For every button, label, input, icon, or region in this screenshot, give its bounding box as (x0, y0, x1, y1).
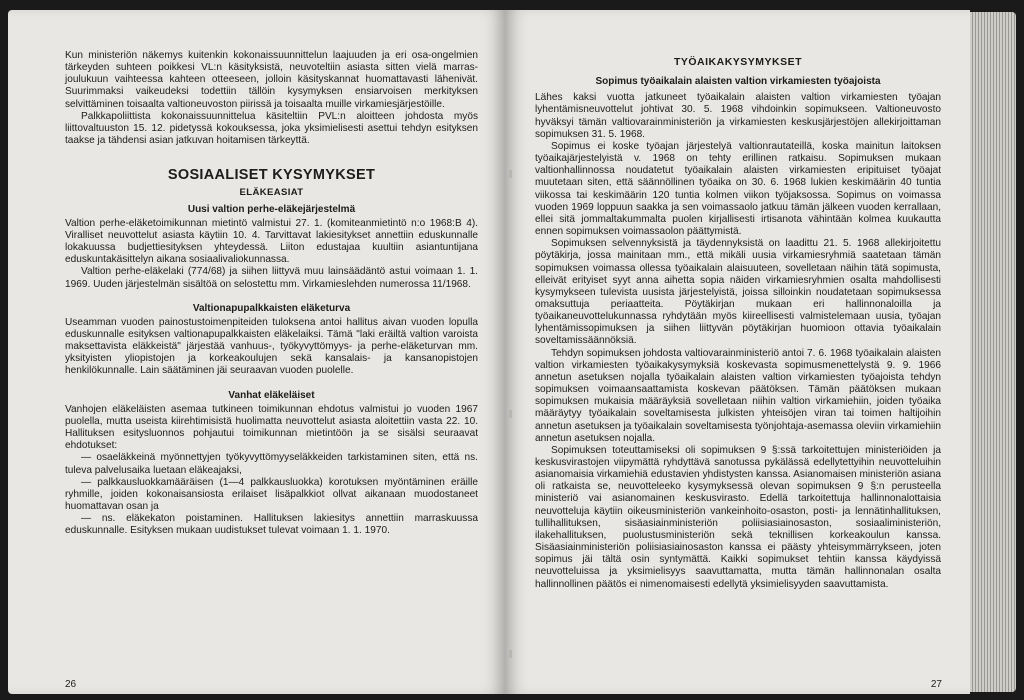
page-edges (970, 12, 1016, 692)
paragraph: Tehdyn sopimuksen johdosta valtiovarainministeriö antoi 7. 6. 1968 työaikalain alaisten valtion virkamiesten työaikakysymyksiä koskevasta sopimusmenettelystä 9. 9. 1966 annetun asetuksen nojalla työaikalain alaisten valtion virkamiesten työajoista tehdyn sopimuksen voimaansaattamista koskevan päätöksen. Tämän päätöksen mukaan sopimuksen mukaisia määräyksiä sovelletaan niihin valtion virkamiehiin, joiden työaika määräytyy työaikalain soveltamisesta julkisten yhteisöjen viran tai toimen haltijoihin annetun asetuksen ja työaikalain soveltamisesta työnjohtaja-asemassa oleviin virkamiehiin annetun asetuksen nojalla. (535, 347, 941, 444)
paragraph: Sopimus ei koske työajan järjestelyä valtionrautateillä, koska mainitun laitoksen työaikajärjestelyistä v. 1968 on tehty erillinen ratkaisu. Sopimuksen mukaan valtionhallinnossa noudatetut työaikalain alaisten virkamiesten eripituiset työajat muutetaan siten, että säännöllinen työaika on 30. 6. 1968 lukien keskimäärin 40 tuntia viikossa tai keskimäärin 120 tuntia kolmen viikon työjaksossa. Sopimus on voimassa vuoden 1969 loppuun saakka ja sen voimassaolo jatkuu tämän jälkeen vuoden kerrallaan, ellei sitä jommaltakummalta puolen kirjallisesti irtisanota vähintään kolmea kuukautta ennen sopimuksen voimassaolon päättymistä. (535, 140, 941, 238)
paragraph: Kun ministeriön näkemys kuitenkin kokonaissuunnittelun laajuuden ja eri osa-ongelmien tärkeyden suhteen poikkesi VL:n käsityksistä, neuvoteltiin asiasta sitten vielä marras-joulukuun vaihteessa kahteen otteeseen, jolloin käsityskannat huomattavasti lähenivät. Suurimmaksi vaikeudeksi todettiin tällöin kysymyksen ensiarvoisen merkityksen selvittäminen toisaalta valtioneuvoston piirissä ja toisaalta muille virkamiesjärjestöille. (65, 50, 478, 110)
paragraph: Lähes kaksi vuotta jatkuneet työaikalain alaisten valtion virkamiesten työajan lyhentämisneuvottelut johtivat 30. 5. 1968 vihdoinkin sopimukseen. Valtioneuvosto hyväksyi tämän valtiovarainministeriön ja virkamiesten keskusjärjestöjen allekirjoittaman sopimuksen 31. 5. 1968. (535, 92, 941, 140)
paragraph: Sopimuksen toteuttamiseksi oli sopimuksen 9 §:ssä tarkoitettujen ministeriöiden ja keskusvirastojen viipymättä ryhdyttävä sanotussa pykälässä edellytettyihin neuvotteluihin asianomaisia virkamiehiä edustavien yhdistysten kanssa. Asianomaisen ministeriön asiana oli ratkaista se, neuvotteleeko kysymyksessä olevan sopimuksen 9 §:n perusteella ministeriö vai asianomainen keskusvirasto. Edellä tarkoitettuja hallinnonalottaisia neuvotteluja käytiin oikeusministeriön vankeinhoito-osaston, posti- ja lennätinhallituksen, tullihallituksen, sisäasiainministeriön poliisiasiainosaston, sosiaaliministeriön, ilakehallituksen, puolustusministeriön sekä teknillisen korkeakoulun kanssa. Sisäasiainministeriön poliisiasiainosaston kanssa ei päästy yhteisymmärrykseen, joten sopimus jäi tältä osin syntymättä. Kaikki sopimukset tehtiin kanssa käydyissä neuvotteluissa ja yksimielisyys saavuttamatta, mutta tämän hallinnonalan osalta hallinnollinen päätös ei nimenomaisesti edellytä yksimielisyyden saavuttamista. (535, 444, 941, 590)
heading-elakeasiat: ELÄKEASIAT (239, 187, 304, 199)
heading-tyoaikakysymykset: TYÖAIKAKYSYMYKSET (673, 56, 803, 68)
list-item: — palkkausluokkamääräisen (1—4 palkkausluokka) korotuksen myöntäminen eräille ryhmille, joiden kokonaisansiosta erilaiset lisäpalkkiot ollvat aikanaan muodostaneet huomattavan osan ja (65, 476, 478, 512)
paragraph: Valtion perhe-eläkelaki (774/68) ja siihen liittyvä muu lainsäädäntö astui voimaan 1. 1. 1969. Uuden järjestelmän sisältöä on selostettu mm. Virkamieslehden numerossa 11/1968. (65, 266, 478, 290)
paragraph: Vanhojen eläkeläisten asemaa tutkineen toimikunnan ehdotus valmistui jo vuoden 1967 puolella, mutta useista kiirehtimisistä huolimatta neuvottelut asiasta aloitettiin vasta 22. 10. Hallituksen esitysluonnos pohjautui toimikunnan mietintöön ja se sisälsi seuraavat ehdotukset: (65, 403, 478, 452)
heading-sosiaaliset: SOSIAALISET KYSYMYKSET (167, 167, 376, 184)
margin-mark (509, 650, 512, 658)
right-page-text (535, 50, 941, 591)
margin-mark (509, 170, 512, 178)
paragraph: Palkkapoliittista kokonaissuunnittelua käsiteltiin PVL:n aloitteen johdosta myös liittovaltuuston 15. 12. pidetyssä kokouksessa, joka yksimielisesti asettui tehdyn esityksen taakse ja tähdensi asian jatkuvan hoitamisen tärkeyttä. (65, 110, 478, 147)
section-title: Uusi valtion perhe-eläkejärjestelmä (187, 203, 356, 215)
left-page (8, 10, 505, 694)
list-item: — ns. eläkekaton poistaminen. Hallituksen lakiesitys annettiin marraskuussa eduskunnalle. Esityksen mukaan uudistukset tulevat voimaan 1. 1. 1970. (65, 513, 478, 537)
section-title: Vanhat eläkeläiset (228, 389, 315, 401)
section-title: Valtionapupalkkaisten eläketurva (192, 302, 351, 314)
paragraph: Sopimuksen selvennyksistä ja täydennyksistä on laadittu 21. 5. 1968 allekirjoitettu pöytäkirja, jossa mainitaan mm., että mikäli uusia virkamiesryhmiä saatetaan tämän sopimuksen voimassa ollessa työaikalain alaisuuteen, sovelletaan näihin tätä sopimusta, elleivät erityiset syyt anna aihetta sopia näiden virkamiesryhmien osalta mahdollisesti kysymykseen tulevista uusista järjestelyistä, joissa silloinkin noudatetaan sopimuksessa omaksuttuja periaatteita. Pöytäkirjan mukaan eri hallinnonaloilla ja työaikaneuvottelukunnassa ryhdytään myös kiireellisesti valmistelemaan uusia, työajan lyhentämissopimuksen ja siihen liittyvän pöytäkirjan huomioon ottavia työaikalain soveltamissäännöksiä. (535, 238, 941, 347)
section-title: Sopimus työaikalain alaisten valtion virkamiesten työajoista (595, 76, 881, 88)
left-page-text (65, 50, 478, 537)
margin-mark (509, 410, 512, 418)
page-number: 27 (930, 679, 942, 690)
intro-block (65, 50, 478, 147)
list-item: — osaeläkkeinä myönnettyjen työkyvyttömyyseläkkeiden tarkistaminen siten, että ns. tuleva palvelusaika luetaan eläkeajaksi, (65, 452, 478, 476)
paragraph: Useamman vuoden painostustoimenpiteiden tuloksena antoi hallitus aivan vuoden lopulla eduskunnalle esityksen valtionapupalkkaisten eläkelaiksi. Tämä "laki eräiltä valtion varoista maksettavista eläkkeistä" järjestää vanhuus-, työkyvyttömyys- ja perhe-eläketurvan mm. yksityisten yliopistojen ja korkeakoulujen sekä kansalais- ja kansanopistojen henkilökunnalle. Lain säätäminen jäi seuraavan vuoden puolelle. (65, 316, 478, 377)
page-number: 26 (65, 679, 77, 690)
paragraph: Valtion perhe-eläketoimikunnan mietintö valmistui 27. 1. (komiteanmietintö n:o 1968:B 4). Viralliset neuvottelut asiasta käytiin 10. 4. Tarvittavat lakiesitykset annettiin eduskunnalle lokakuussa budjettiesityksen yhteydessä. Liiton edustajaa kuultiin asiantuntijana eduskuntakäsittelyn aikana sosiaalivaliokunnassa. (65, 217, 478, 266)
right-page (505, 10, 970, 694)
